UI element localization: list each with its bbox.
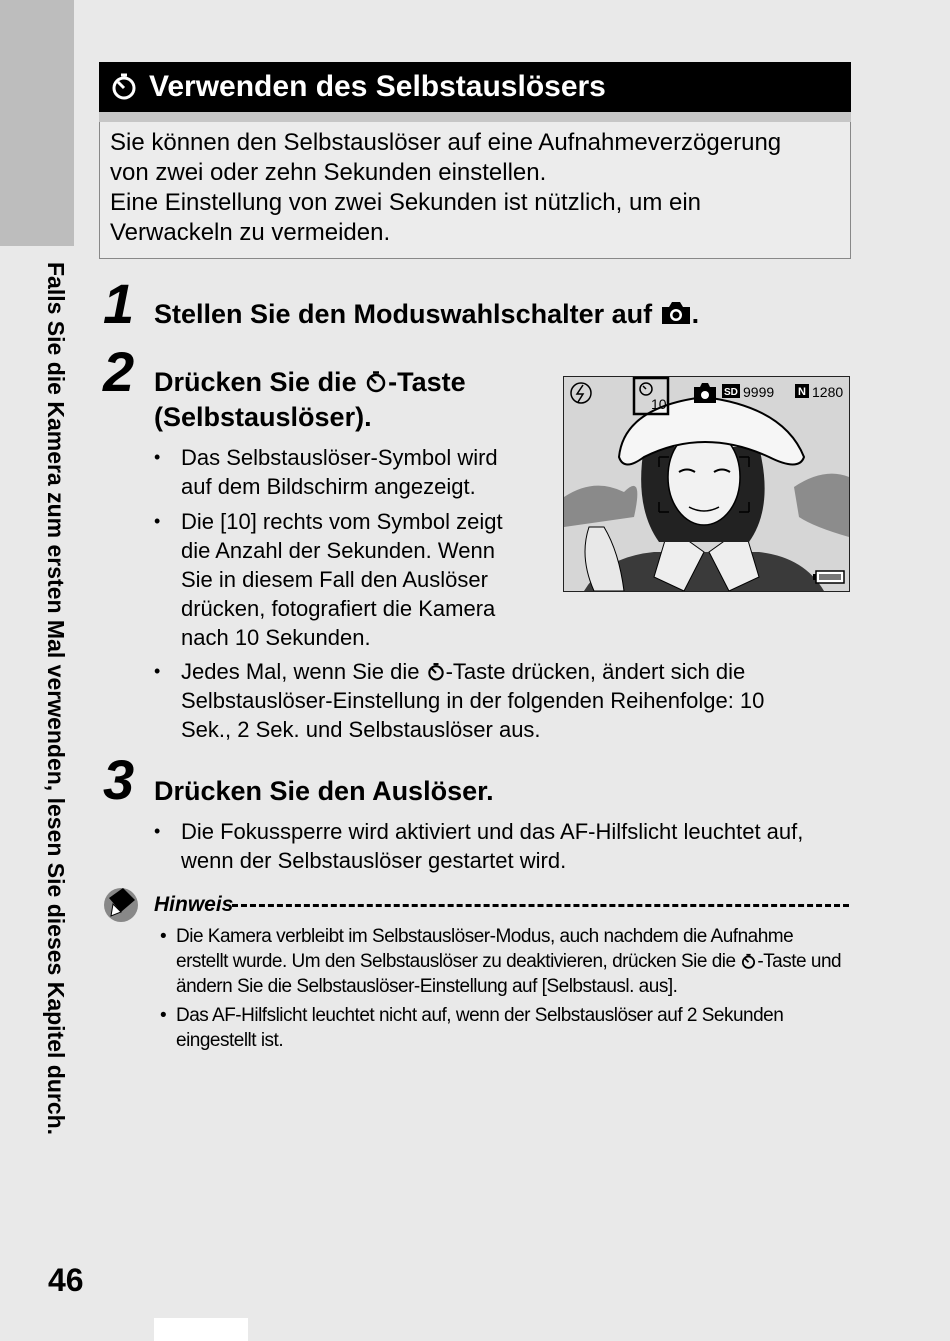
self-timer-icon: [740, 953, 757, 970]
lcd-timer-value: 10: [651, 396, 667, 412]
note-line: eingestellt ist.: [176, 1030, 284, 1051]
step-1-heading: [154, 297, 699, 332]
bullet-line: -Taste drücken, ändert sich die: [445, 659, 746, 684]
bullet-line: Die Fokussperre wird aktiviert und das AF-Hilfslicht leuchtet auf,: [181, 819, 804, 844]
intro-line: Sie können den Selbstauslöser auf eine Aufnahmeverzögerung: [110, 129, 782, 156]
note-line: -Taste und: [757, 951, 842, 972]
title-underbar: [99, 112, 851, 122]
step-2-bullets-full: [154, 657, 854, 750]
note-line: Die Kamera verbleibt im Selbstauslöser-Modus, auch nachdem die Aufnahme: [176, 926, 794, 947]
note-line: Das AF-Hilfslicht leuchtet nicht auf, wenn der Selbstauslöser auf 2 Sekunden: [176, 1005, 784, 1026]
step-2-heading: [154, 365, 554, 435]
list-item: [160, 1003, 860, 1053]
bullet-line: die Anzahl der Sekunden. Wenn: [181, 538, 495, 563]
list-item: [154, 443, 554, 501]
bottom-white-strip: [154, 1318, 248, 1341]
intro-line: Eine Einstellung von zwei Sekunden ist nützlich, um ein: [110, 189, 701, 216]
camera-lcd-illustration: [563, 376, 850, 592]
step-1-text: Stellen Sie den Moduswahlschalter auf: [154, 299, 653, 329]
bullet-line: wenn der Selbstauslöser gestartet wird.: [181, 848, 567, 873]
bullet-line: nach 10 Sekunden.: [181, 625, 371, 650]
intro-box: [99, 122, 851, 259]
note-line: erstellt wurde. Um den Selbstauslöser zu deaktivieren, drücken Sie die: [176, 951, 736, 972]
self-timer-icon: [364, 370, 388, 394]
intro-line: von zwei oder zehn Sekunden einstellen.: [110, 159, 547, 186]
hinweis-notes: [160, 924, 860, 1057]
hinweis-divider: [232, 904, 849, 907]
lcd-size: 1280: [812, 384, 844, 400]
bullet-line: Die [10] rechts vom Symbol zeigt: [181, 509, 503, 534]
list-item: [160, 924, 860, 999]
step-1-end: .: [691, 299, 700, 329]
bullet-line: Sek., 2 Sek. und Selbstauslöser aus.: [181, 717, 541, 742]
chapter-tab: [0, 0, 74, 246]
camera-icon: [660, 300, 692, 326]
lcd-size-badge: N: [798, 386, 806, 398]
list-item: [154, 657, 854, 744]
list-item: [154, 507, 554, 652]
step-3-number: 3: [103, 748, 135, 811]
lcd-remaining: 9999: [743, 384, 775, 400]
bullet-line: Selbstauslöser-Einstellung in der folgenden Reihenfolge: 10: [181, 688, 765, 713]
step-2-text-a: Drücken Sie die: [154, 367, 357, 397]
step-2-text-c: (Selbstauslöser).: [154, 402, 372, 432]
note-line: ändern Sie die Selbstauslöser-Einstellung auf [Selbstausl. aus].: [176, 976, 678, 997]
bullet-line: drücken, fotografiert die Kamera: [181, 596, 496, 621]
list-item: [154, 817, 854, 875]
step-3-heading: Drücken Sie den Auslöser.: [154, 776, 494, 806]
step-1-number: 1: [103, 272, 135, 335]
section-title-bar: [99, 62, 851, 112]
intro-line: Verwackeln zu vermeiden.: [110, 219, 391, 246]
bullet-line: Sie in diesem Fall den Auslöser: [181, 567, 488, 592]
step-2-text-b: -Taste: [388, 367, 466, 397]
step-2-bullets: [154, 443, 554, 658]
step-3-bullets: [154, 817, 854, 881]
self-timer-icon: [426, 662, 446, 682]
step-2-number: 2: [103, 340, 135, 403]
note-pencil-icon: [101, 884, 141, 924]
page-number: 46: [48, 1262, 84, 1298]
bullet-line: auf dem Bildschirm angezeigt.: [181, 474, 476, 499]
chapter-side-text: Falls Sie die Kamera zum ersten Mal verwenden, lesen Sie dieses Kapitel durch.: [43, 262, 69, 1136]
hinweis-label: Hinweis: [154, 893, 234, 916]
self-timer-icon: [109, 72, 139, 102]
bullet-line: Das Selbstauslöser-Symbol wird: [181, 445, 498, 470]
section-title: Verwenden des Selbstauslösers: [149, 70, 606, 103]
lcd-card-label: SD: [724, 387, 738, 398]
bullet-line: Jedes Mal, wenn Sie die: [181, 659, 420, 684]
